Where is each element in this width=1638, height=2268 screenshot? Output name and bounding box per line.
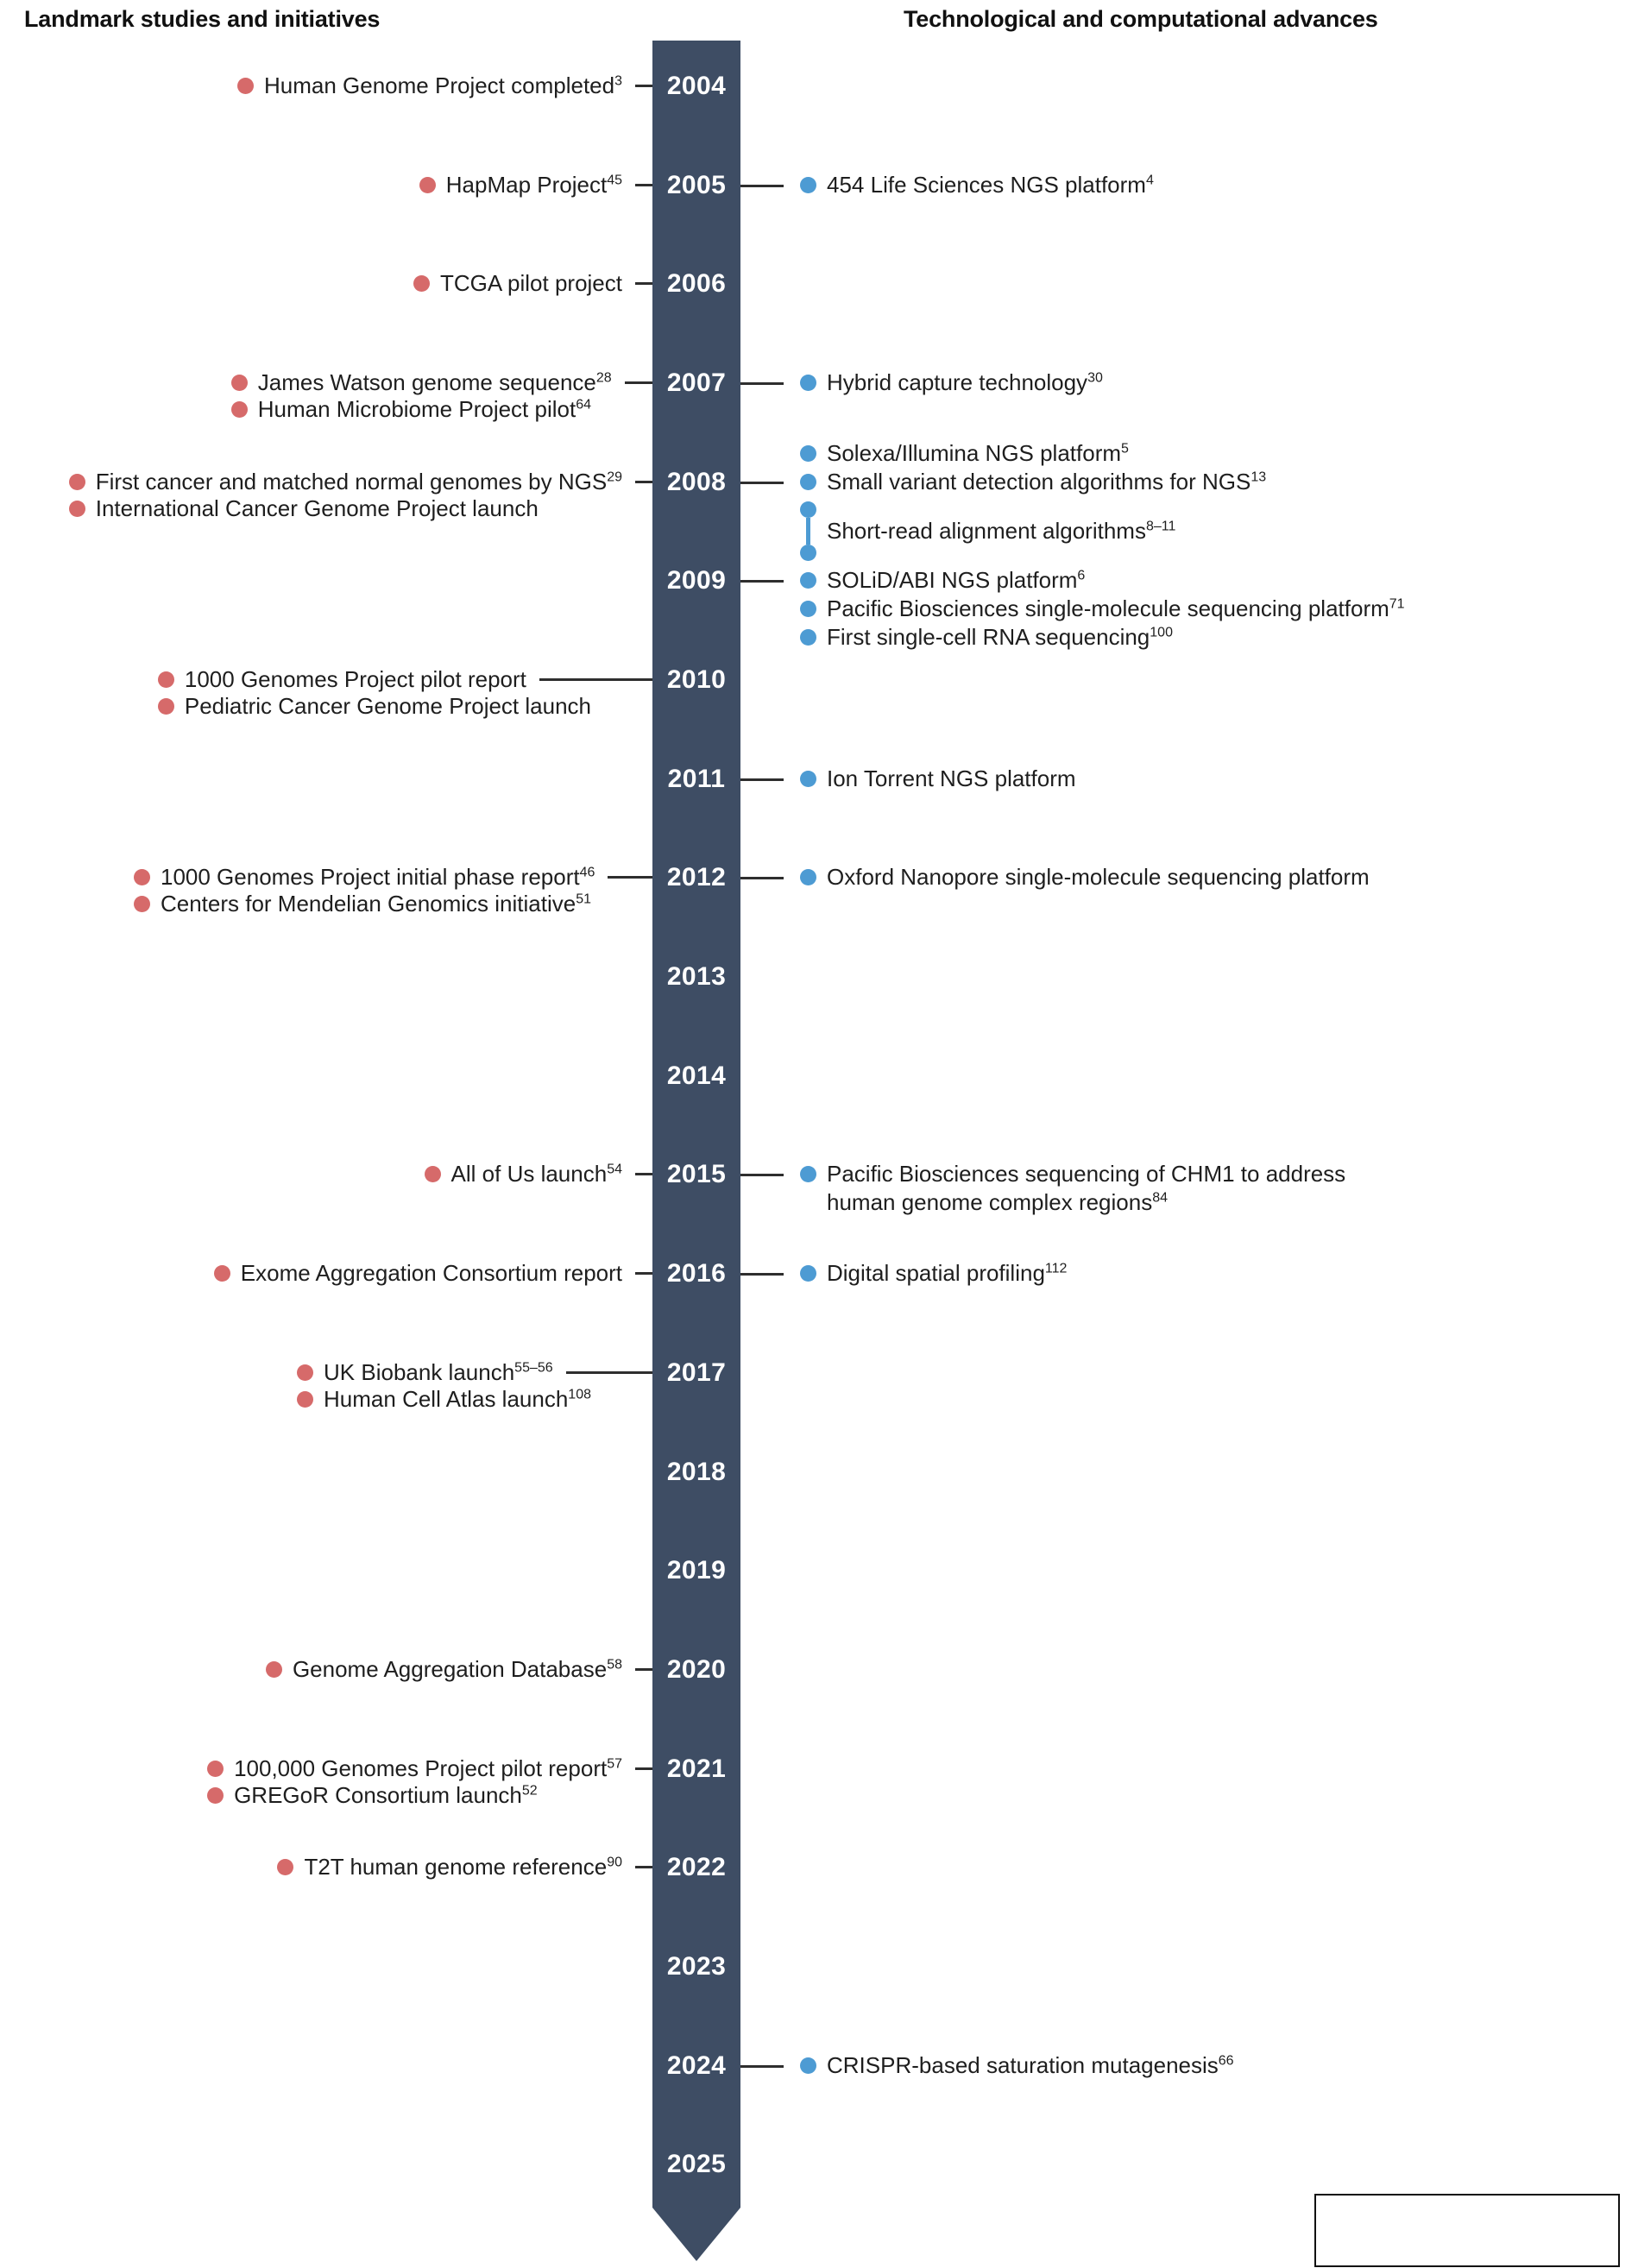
- connector-line: [740, 778, 784, 781]
- genomic-resource-dot: [413, 275, 430, 292]
- linked-dots-bracket: [800, 501, 1175, 561]
- sequencing-technology-dot: [800, 375, 816, 391]
- connector-line: [740, 482, 784, 484]
- spacer: [591, 1399, 652, 1400]
- event-label: 1000 Genomes Project initial phase report$^{46}$: [160, 864, 595, 890]
- connector-line: [566, 1371, 652, 1374]
- genomic-resource-dot: [69, 474, 85, 490]
- year-label: 2022: [666, 1853, 727, 1881]
- reference-superscript: 57: [607, 1756, 622, 1772]
- event-label: Short-read alignment algorithms$^{8-11}$: [827, 518, 1176, 544]
- sequencing-technology-dot: [800, 474, 816, 490]
- right-event-group-2005: [800, 171, 1154, 199]
- reference-superscript: 46: [579, 865, 595, 880]
- year-label: 2004: [666, 72, 727, 100]
- genomic-resource-dot: [277, 1859, 293, 1875]
- event-row: [207, 1755, 652, 1782]
- left-event-group-2022: [277, 1854, 652, 1881]
- genomic-resource-dot: [69, 501, 85, 517]
- connector-line: [635, 85, 652, 87]
- event-label: Pediatric Cancer Genome Project launch: [184, 693, 591, 719]
- timeline-bar: [652, 41, 740, 2208]
- reference-superscript: 13: [1251, 469, 1267, 485]
- year-label: 2019: [666, 1556, 727, 1584]
- left-event-group-2004: [237, 72, 652, 99]
- connector-line: [635, 1668, 652, 1671]
- left-event-group-2016: [214, 1260, 652, 1287]
- reference-superscript: 28: [595, 370, 612, 386]
- year-label: 2011: [667, 765, 726, 793]
- event-row: [231, 396, 652, 423]
- event-label: TCGA pilot project: [440, 270, 622, 296]
- sequencing-technology-dot: [800, 1166, 816, 1182]
- right-event-group-2015: [800, 1160, 1345, 1217]
- bracket-column: [800, 501, 816, 561]
- event-label: Human Genome Project completed$^3$: [264, 72, 622, 98]
- connector-line: [635, 1272, 652, 1275]
- spacer: [591, 706, 652, 707]
- reference-superscript: 3: [614, 73, 622, 89]
- sequencing-technology-dot: [800, 177, 816, 193]
- left-event-group-2021: [207, 1755, 652, 1809]
- right-event-group-2012: [800, 863, 1370, 891]
- genomic-resource-dot: [134, 896, 150, 912]
- right-event-group-2008: [800, 439, 1266, 561]
- event-row: [800, 863, 1370, 891]
- reference-superscript: 108: [568, 1387, 591, 1402]
- event-row: [266, 1656, 652, 1683]
- event-label: 454 Life Sciences NGS platform$^4$: [827, 172, 1154, 198]
- connector-line: [740, 2065, 784, 2068]
- event-row: [134, 864, 652, 891]
- reference-superscript: 84: [1152, 1190, 1169, 1206]
- year-label: 2024: [666, 2051, 727, 2080]
- left-event-group-2012: [134, 864, 652, 917]
- connector-line: [625, 381, 652, 384]
- genomic-resource-dot: [214, 1265, 230, 1282]
- event-row: [277, 1854, 652, 1881]
- genomic-resource-dot: [158, 671, 174, 688]
- reference-superscript: 112: [1044, 1261, 1068, 1276]
- genomic-resource-dot: [231, 375, 248, 391]
- year-label: 2006: [666, 269, 727, 298]
- year-label: 2018: [666, 1458, 727, 1486]
- event-label: Ion Torrent NGS platform: [827, 765, 1076, 791]
- event-label: Hybrid capture technology$^{30}$: [827, 369, 1103, 395]
- bracket-stem: [806, 518, 810, 545]
- event-row: [800, 1188, 1168, 1217]
- event-row: [297, 1359, 652, 1386]
- genomic-resource-dot: [207, 1787, 224, 1804]
- connector-line: [635, 481, 652, 483]
- event-label: All of Us launch$^{54}$: [450, 1161, 622, 1187]
- event-row: [69, 495, 652, 522]
- connector-line: [635, 184, 652, 186]
- year-label: 2013: [666, 962, 727, 991]
- event-row: [297, 1386, 652, 1413]
- event-row: [207, 1782, 652, 1809]
- reference-superscript: 71: [1389, 596, 1405, 612]
- event-row: [800, 1160, 1345, 1188]
- spacer: [591, 409, 652, 410]
- genomic-resource-dot: [266, 1661, 282, 1678]
- connector-line: [635, 1173, 652, 1175]
- spacer: [538, 1795, 599, 1796]
- event-label: Human Microbiome Project pilot$^{64}$: [257, 396, 591, 422]
- event-label: GREGoR Consortium launch$^{52}$: [234, 1782, 538, 1808]
- reference-superscript: 54: [607, 1162, 622, 1177]
- event-label: Genome Aggregation Database$^{58}$: [292, 1656, 622, 1682]
- event-row: [413, 270, 652, 297]
- left-event-group-2017: [297, 1359, 652, 1413]
- genomic-resource-dot: [231, 401, 248, 418]
- reference-superscript: 64: [576, 397, 591, 413]
- connector-line: [635, 1866, 652, 1868]
- reference-superscript: 5: [1121, 441, 1129, 457]
- event-label: Digital spatial profiling$^{112}$: [827, 1260, 1068, 1286]
- event-row: [231, 369, 652, 396]
- event-row: [158, 693, 652, 720]
- event-row: [419, 172, 652, 198]
- event-label: human genome complex regions$^{84}$: [827, 1189, 1169, 1215]
- year-label: 2016: [666, 1259, 727, 1288]
- connector-line: [740, 877, 784, 879]
- left-event-group-2007: [231, 369, 652, 423]
- genomic-resource-dot: [419, 177, 436, 193]
- genomic-resource-dot: [297, 1364, 313, 1381]
- event-label: Small variant detection algorithms for NGS$^{13}$: [827, 469, 1267, 495]
- left-event-group-2006: [413, 270, 652, 297]
- event-row: [425, 1161, 652, 1188]
- sequencing-technology-dot: [800, 601, 816, 617]
- sequencing-technology-dot: [800, 445, 816, 462]
- event-label: James Watson genome sequence$^{28}$: [257, 369, 612, 395]
- event-row: [800, 468, 1266, 496]
- connector-line: [740, 580, 784, 583]
- year-label: 2015: [666, 1160, 727, 1188]
- spacer: [539, 508, 600, 509]
- event-row: [800, 1259, 1067, 1288]
- year-label: 2008: [666, 468, 727, 496]
- event-label: International Cancer Genome Project launch: [95, 495, 539, 521]
- connector-line: [740, 382, 784, 385]
- reference-superscript: 6: [1077, 568, 1086, 583]
- genomic-resource-dot: [158, 698, 174, 715]
- connector-line: [539, 678, 652, 681]
- event-row: [134, 891, 652, 917]
- timeline-arrow-tip: [652, 2208, 740, 2261]
- event-label: Exome Aggregation Consortium report: [240, 1260, 622, 1286]
- reference-superscript: 29: [607, 469, 622, 485]
- event-label: HapMap Project$^{45}$: [445, 172, 622, 198]
- event-label: SOLiD/ABI NGS platform$^6$: [827, 567, 1086, 593]
- year-label: 2021: [666, 1755, 727, 1783]
- right-event-group-2016: [800, 1259, 1067, 1288]
- reference-superscript: 51: [576, 891, 591, 907]
- event-label: 1000 Genomes Project pilot report: [184, 666, 526, 692]
- event-row: [214, 1260, 652, 1287]
- reference-superscript: 100: [1150, 625, 1173, 640]
- year-label: 2014: [666, 1062, 727, 1090]
- event-label: Solexa/Illumina NGS platform$^5$: [827, 440, 1129, 466]
- right-event-group-2009: [800, 566, 1405, 652]
- sequencing-technology-dot: [800, 501, 816, 518]
- left-column-title: Landmark studies and initiatives: [24, 6, 381, 32]
- left-event-group-2010: [158, 666, 652, 720]
- sequencing-technology-dot: [800, 572, 816, 589]
- connector-line: [740, 1174, 784, 1176]
- year-label: 2009: [666, 566, 727, 595]
- event-label: Centers for Mendelian Genomics initiative$^{51}$: [160, 891, 591, 917]
- connector-line: [635, 282, 652, 285]
- sequencing-technology-dot: [800, 545, 816, 561]
- reference-superscript: 58: [607, 1657, 622, 1673]
- event-label: Human Cell Atlas launch$^{108}$: [324, 1386, 591, 1412]
- year-label: 2020: [666, 1655, 727, 1684]
- sequencing-technology-dot: [800, 2057, 816, 2074]
- year-label: 2025: [666, 2150, 727, 2178]
- genomic-resource-dot: [134, 869, 150, 885]
- left-event-group-2008: [69, 469, 652, 522]
- reference-superscript: 90: [607, 1855, 622, 1870]
- event-label: Oxford Nanopore single-molecule sequencing platform: [827, 864, 1370, 890]
- event-row: [800, 623, 1173, 652]
- year-label: 2023: [666, 1952, 727, 1981]
- event-row: [800, 439, 1129, 468]
- connector-line: [635, 1767, 652, 1770]
- reference-superscript: 8–11: [1145, 519, 1176, 534]
- genomic-resource-dot: [297, 1391, 313, 1408]
- event-row: [800, 566, 1085, 595]
- event-label: First cancer and matched normal genomes by NGS$^{29}$: [95, 469, 622, 495]
- event-row: [800, 369, 1103, 397]
- genomic-resource-dot: [207, 1761, 224, 1777]
- right-event-group-2007: [800, 369, 1103, 397]
- year-label: 2007: [666, 369, 727, 397]
- connector-line: [740, 1273, 784, 1276]
- event-label: Pacific Biosciences single-molecule sequencing platform$^{71}$: [827, 595, 1405, 621]
- year-label: 2012: [666, 863, 727, 891]
- event-row: [69, 469, 652, 495]
- event-label: First single-cell RNA sequencing$^{100}$: [827, 624, 1173, 650]
- sequencing-technology-dot: [800, 869, 816, 885]
- year-label: 2017: [666, 1358, 727, 1387]
- connector-line: [740, 185, 784, 187]
- left-event-group-2020: [266, 1656, 652, 1683]
- reference-superscript: 45: [607, 173, 622, 188]
- event-row: [800, 765, 1076, 793]
- event-label: T2T human genome reference$^{90}$: [304, 1854, 622, 1880]
- connector-line: [608, 876, 652, 879]
- event-row: [800, 2051, 1234, 2080]
- right-column-title: Technological and computational advances: [904, 6, 1378, 32]
- year-label: 2005: [666, 171, 727, 199]
- reference-superscript: 55–56: [514, 1360, 553, 1376]
- reference-superscript: 4: [1145, 173, 1154, 188]
- event-label: Pacific Biosciences sequencing of CHM1 to address: [827, 1161, 1346, 1187]
- sequencing-technology-dot: [800, 629, 816, 646]
- left-event-group-2005: [419, 172, 652, 198]
- right-event-group-2024: [800, 2051, 1234, 2080]
- event-row: [800, 595, 1405, 623]
- sequencing-technology-dot: [800, 771, 816, 787]
- sequencing-technology-dot: [800, 1265, 816, 1282]
- genomic-resource-dot: [425, 1166, 441, 1182]
- event-label: UK Biobank launch$^{55-56}$: [324, 1359, 553, 1385]
- reference-superscript: 66: [1218, 2053, 1234, 2069]
- event-label: 100,000 Genomes Project pilot report$^{57}$: [234, 1755, 622, 1781]
- reference-superscript: 52: [521, 1783, 538, 1799]
- event-row: [800, 171, 1154, 199]
- year-label: 2010: [666, 665, 727, 694]
- event-label: CRISPR-based saturation mutagenesis$^{66}$: [827, 2052, 1234, 2078]
- event-row: [237, 72, 652, 99]
- genomic-resource-dot: [237, 78, 254, 94]
- event-row: [158, 666, 652, 693]
- legend: [1314, 2194, 1620, 2267]
- left-event-group-2015: [425, 1161, 652, 1188]
- right-event-group-2011: [800, 765, 1076, 793]
- reference-superscript: 30: [1087, 370, 1103, 386]
